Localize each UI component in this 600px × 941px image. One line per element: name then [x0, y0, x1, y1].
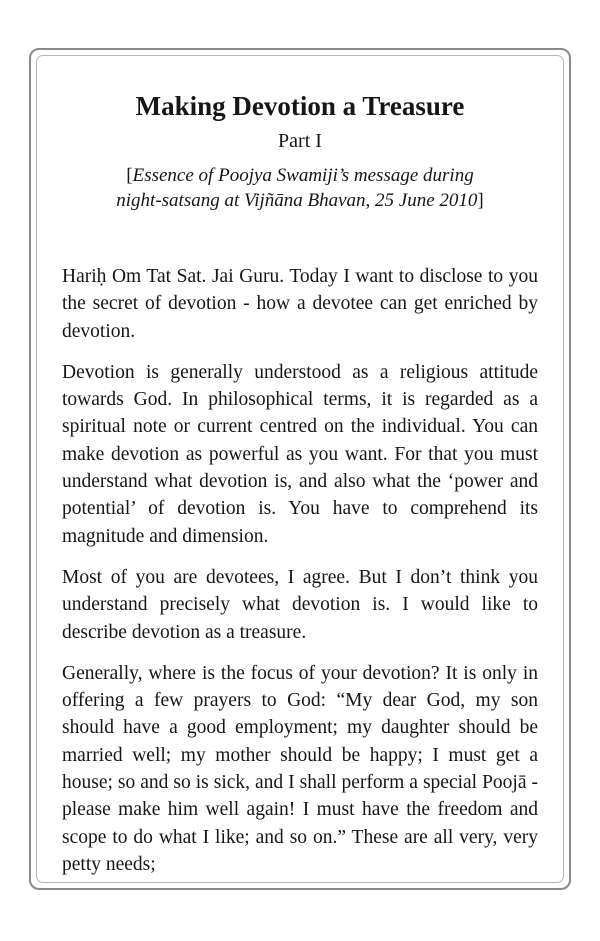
subtitle-note	[62, 163, 538, 213]
subtitle-line-1: Essence of Poojya Swamiji’s message during	[132, 165, 474, 186]
subtitle-open-bracket: [	[126, 165, 133, 186]
subtitle-line-2: night-satsang at Vijñāna Bhavan, 25 June 2010	[116, 190, 478, 211]
subtitle-close-bracket: ]	[477, 190, 484, 211]
paragraph: Generally, where is the focus of your devotion? It is only in offering a few prayers to God: “My dear God, my son should have a good employment; my daughter should be married well; my mother should be happy; I must get a house; so and so is sick, and I shall perform a special Poojā - please make him well again! I must have the freedom and scope to do what I like; and so on.” These are all very, very petty needs;	[62, 662, 538, 875]
paragraph: Devotion is generally understood as a religious attitude towards God. In philosophical terms, it is regarded as a spiritual note or current centred on the individual. You can make devotion as powerful as you want. For that you must understand what devotion is, and also what the ‘power and potential’ of devotion is. You have to comprehend its magnitude and dimension.	[62, 361, 538, 547]
paragraph: Hariḥ Om Tat Sat. Jai Guru. Today I want to disclose to you the secret of devotion - how a devotee can get enriched by devotion.	[62, 266, 538, 342]
body-text	[62, 263, 538, 878]
part-label: Part I	[278, 130, 322, 152]
paragraph: Most of you are devotees, I agree. But I don’t think you understand precisely what devotion is. I would like to describe devotion as a treasure.	[62, 566, 538, 643]
page-title: Making Devotion a Treasure	[135, 91, 465, 121]
page-content	[62, 87, 538, 892]
